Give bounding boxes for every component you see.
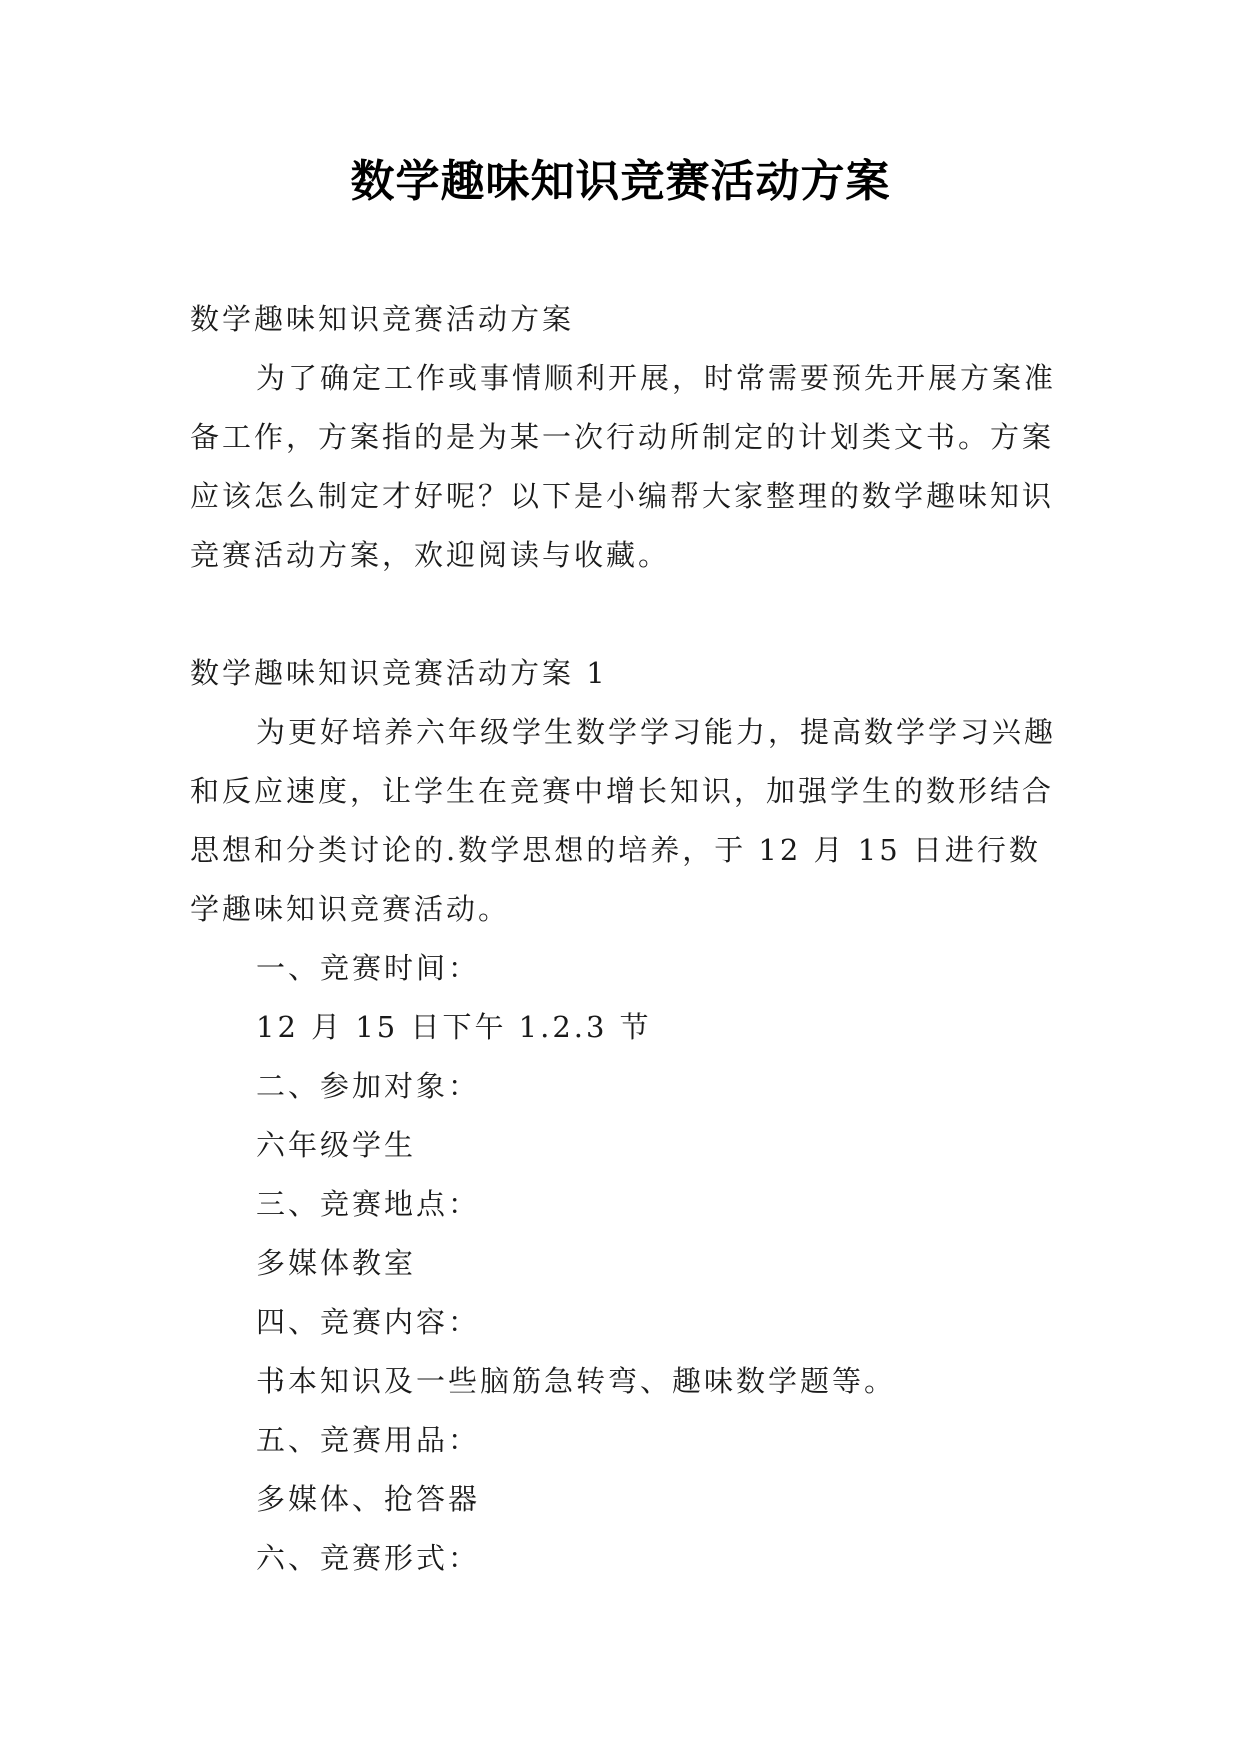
section-item-supplies-value: 多媒体、抢答器 [256, 1482, 481, 1516]
section-item-format-heading: 六、竞赛形式： [256, 1541, 481, 1575]
section-item-location-heading: 三、竞赛地点： [256, 1187, 481, 1221]
document-body [190, 290, 1070, 1588]
section-heading: 数学趣味知识竞赛活动方案 1 [190, 656, 608, 690]
section-item-participants-value: 六年级学生 [256, 1128, 417, 1162]
section-item-location-value: 多媒体教室 [256, 1246, 417, 1280]
section-item-time-value: 12 月 15 日下午 1.2.3 节 [256, 1010, 652, 1044]
section-item-participants-heading: 二、参加对象： [256, 1069, 481, 1103]
section-item-content-heading: 四、竞赛内容： [256, 1305, 481, 1339]
document-title: 数学趣味知识竞赛活动方案 [350, 156, 891, 207]
intro-heading: 数学趣味知识竞赛活动方案 [190, 302, 575, 336]
section-item-supplies-heading: 五、竞赛用品： [256, 1423, 481, 1457]
section-item-content-value: 书本知识及一些脑筋急转弯、趣味数学题等。 [256, 1364, 897, 1398]
section-item-time-heading: 一、竞赛时间： [256, 951, 481, 985]
intro-paragraph: 为了确定工作或事情顺利开展，时常需要预先开展方案准备工作，方案指的是为某一次行动所制定的计划类文书。方案应该怎么制定才好呢？以下是小编帮大家整理的数学趣味知识竞赛活动方案，欢迎阅读与收藏。 [190, 361, 1057, 572]
paragraph-spacer [190, 585, 1070, 644]
section-paragraph: 为更好培养六年级学生数学学习能力，提高数学学习兴趣和反应速度，让学生在竞赛中增长知识，加强学生的数形结合思想和分类讨论的.数学思想的培养，于 12 月 15 日进行数学趣味知识竞赛活动。 [190, 715, 1057, 926]
